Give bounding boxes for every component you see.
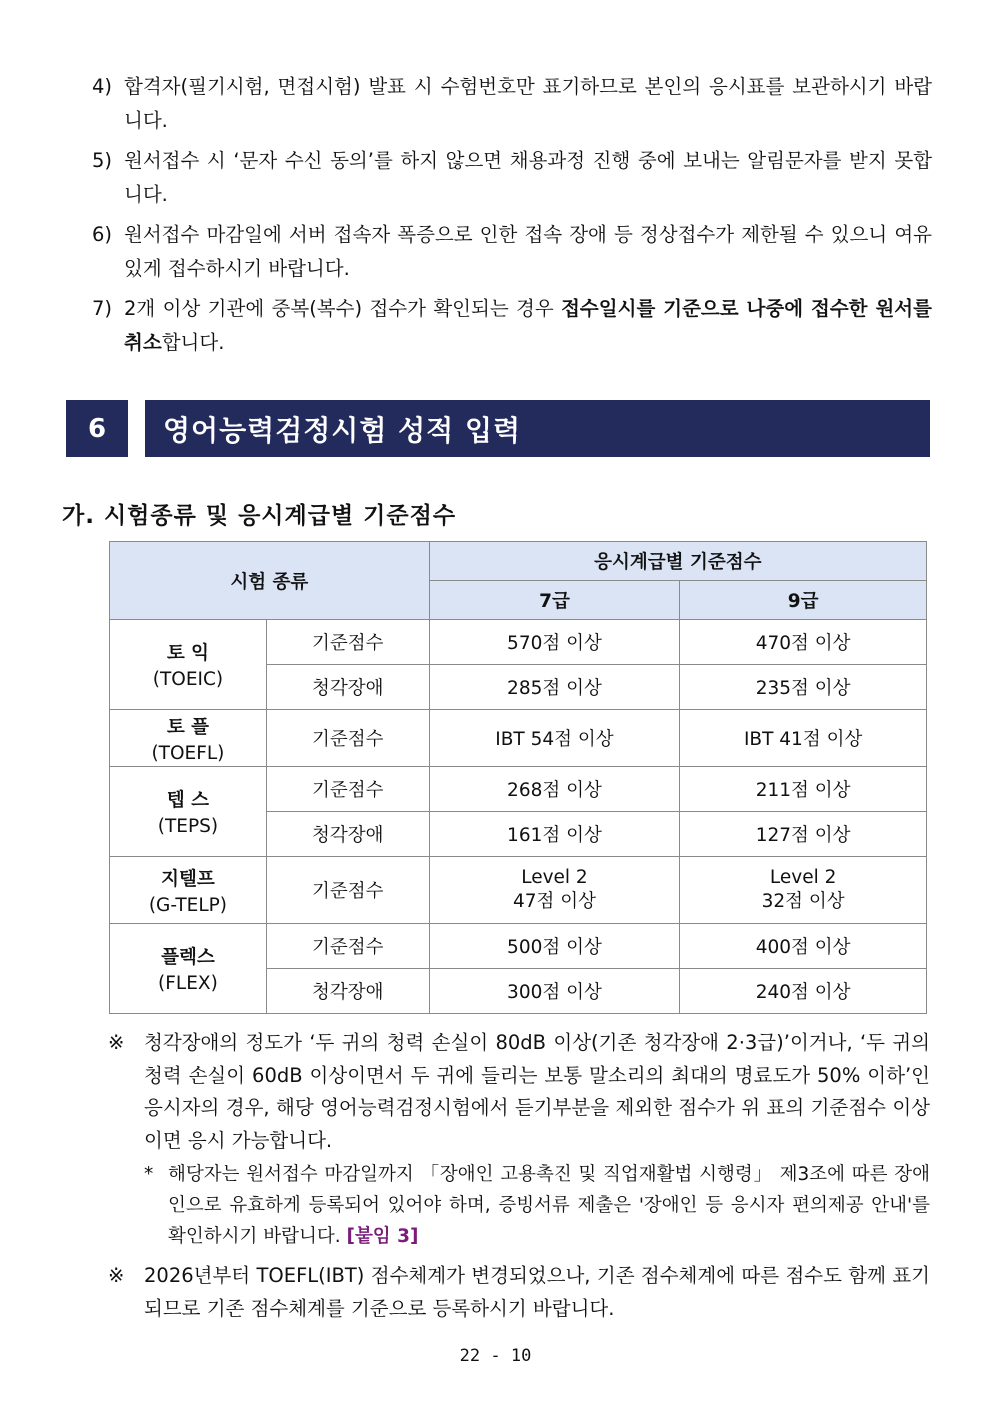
notice-text-part: 2개 이상 기관에 중복(복수) 접수가 확인되는 경우	[124, 297, 562, 320]
exam-cell	[110, 924, 267, 1014]
sub-footnote-text	[168, 1159, 930, 1252]
asterisk-mark: *	[144, 1164, 154, 1185]
exam-cell	[110, 620, 267, 710]
notice-text-part: 합니다.	[161, 331, 225, 354]
notice-bold-text: 접수일시를 기준으로 나중에 접수한 원서를 취소	[124, 297, 932, 354]
notice-item	[92, 70, 932, 138]
exam-name: 텝 스	[166, 790, 210, 811]
grade-9-score: 400점 이상	[680, 924, 927, 969]
notice-text: 원서접수 마감일에 서버 접속자 폭증으로 인한 접속 장애 등 정상접수가 제한될 수 있으니 여유 있게 접수하시기 바랍니다.	[124, 223, 932, 280]
notice-number: 5)	[92, 149, 113, 172]
table-row	[110, 710, 927, 767]
table-row	[110, 620, 927, 665]
grade-9-score: 470점 이상	[680, 620, 927, 665]
grade-7-score	[429, 857, 680, 924]
grade-7-score: 285점 이상	[429, 665, 680, 710]
footnote-text: 2026년부터 TOEFL(IBT) 점수체계가 변경되었으나, 기존 점수체계에 따른 점수도 함께 표기되므로 기존 점수체계를 기준으로 등록하시기 바랍니다.	[144, 1264, 930, 1320]
exam-english-name: (G-TELP)	[148, 894, 228, 916]
footnotes	[108, 1027, 930, 1325]
notice-list	[92, 70, 932, 366]
sub-footnote-body: 해당자는 원서접수 마감일까지 「장애인 고용촉진 및 직업재활법 시행령」 제3조에 따른 장애인으로 유효하게 등록되어 있어야 하며, 증빙서류 제출은 '장애인 등 응시자 편의제공 안내'를 확인하시기 바랍니다.	[168, 1164, 930, 1247]
notice-item	[92, 218, 932, 286]
exam-name: 지텔프	[161, 868, 215, 890]
grade-7-score: 161점 이상	[429, 812, 680, 857]
section-title: 영어능력검정시험 성적 입력	[145, 400, 930, 457]
exam-cell	[110, 710, 267, 767]
page-number: 22 - 10	[459, 1346, 532, 1366]
exam-english-name: (TOEFL)	[151, 742, 225, 764]
exam-name: 토 익	[166, 643, 210, 664]
exam-english-name: (FLEX)	[158, 973, 218, 994]
grade-9-score: 211점 이상	[680, 767, 927, 812]
table-row	[110, 857, 927, 924]
score-type: 기준점수	[266, 620, 429, 665]
score-type: 청각장애	[266, 665, 429, 710]
grade-9-score: 127점 이상	[680, 812, 927, 857]
score-type: 청각장애	[266, 969, 429, 1014]
notice-item	[92, 292, 932, 360]
grade-9-score: 235점 이상	[680, 665, 927, 710]
footnote	[108, 1260, 930, 1325]
score-table	[109, 541, 927, 1014]
score-type: 기준점수	[266, 924, 429, 969]
reference-mark: ※	[108, 1031, 125, 1054]
grade-9-score	[680, 857, 927, 924]
score-type: 기준점수	[266, 710, 429, 767]
grade-9-score: IBT 41점 이상	[680, 710, 927, 767]
header-grade-scores: 응시계급별 기준점수	[429, 542, 926, 581]
grade-7-points: 47점 이상	[512, 891, 596, 912]
exam-cell	[110, 767, 267, 857]
notice-text	[124, 292, 932, 360]
grade-7-score: 268점 이상	[429, 767, 680, 812]
notice-item	[92, 144, 932, 212]
grade-9-level: Level 2	[769, 867, 837, 888]
exam-cell	[110, 857, 267, 924]
subsection-title: 가. 시험종류 및 응시계급별 기준점수	[62, 503, 457, 529]
grade-7-score: 300점 이상	[429, 969, 680, 1014]
exam-name: 플렉스	[161, 947, 215, 968]
notice-text: 합격자(필기시험, 면접시험) 발표 시 수험번호만 표기하므로 본인의 응시표를 보관하시기 바랍니다.	[124, 75, 932, 132]
header-exam-type: 시험 종류	[110, 542, 430, 620]
exam-english-name: (TEPS)	[157, 816, 219, 837]
section-number: 6	[66, 400, 128, 457]
section-header	[66, 400, 930, 457]
footnote-text: 청각장애의 정도가 ‘두 귀의 청력 손실이 80dB 이상(기존 청각장애 2·3급)’이거나, ‘두 귀의 청력 손실이 60dB 이상이면서 두 귀에 들리는 보통 말소리의 최대의 명료도가 50% 이하’인 응시자의 경우, 해당 영어능력검정시험에서 듣기부분을 제외한 점수가 위 표의 기준점수 이상이면 응시 가능합니다.	[144, 1031, 930, 1152]
notice-number: 6)	[92, 223, 113, 246]
notice-text: 원서접수 시 ‘문자 수신 동의’를 하지 않으면 채용과정 진행 중에 보내는 알림문자를 받지 못합니다.	[124, 149, 932, 206]
attachment-reference: [붙임 3]	[346, 1226, 419, 1247]
header-grade-7: 7급	[429, 581, 680, 620]
header-grade-9: 9급	[680, 581, 927, 620]
score-type: 기준점수	[266, 767, 429, 812]
grade-7-score: 500점 이상	[429, 924, 680, 969]
grade-9-points: 32점 이상	[761, 891, 845, 912]
sub-footnote	[144, 1159, 930, 1252]
grade-7-level: Level 2	[521, 867, 588, 888]
grade-9-score: 240점 이상	[680, 969, 927, 1014]
notice-number: 7)	[92, 297, 113, 320]
grade-7-score: IBT 54점 이상	[429, 710, 680, 767]
exam-name: 토 플	[166, 716, 210, 738]
footnote	[108, 1027, 930, 1157]
notice-number: 4)	[92, 75, 113, 98]
score-type: 청각장애	[266, 812, 429, 857]
table-row	[110, 924, 927, 969]
exam-english-name: (TOEIC)	[152, 669, 224, 690]
grade-7-score: 570점 이상	[429, 620, 680, 665]
table-row	[110, 767, 927, 812]
reference-mark: ※	[108, 1264, 125, 1287]
score-type: 기준점수	[266, 857, 429, 924]
